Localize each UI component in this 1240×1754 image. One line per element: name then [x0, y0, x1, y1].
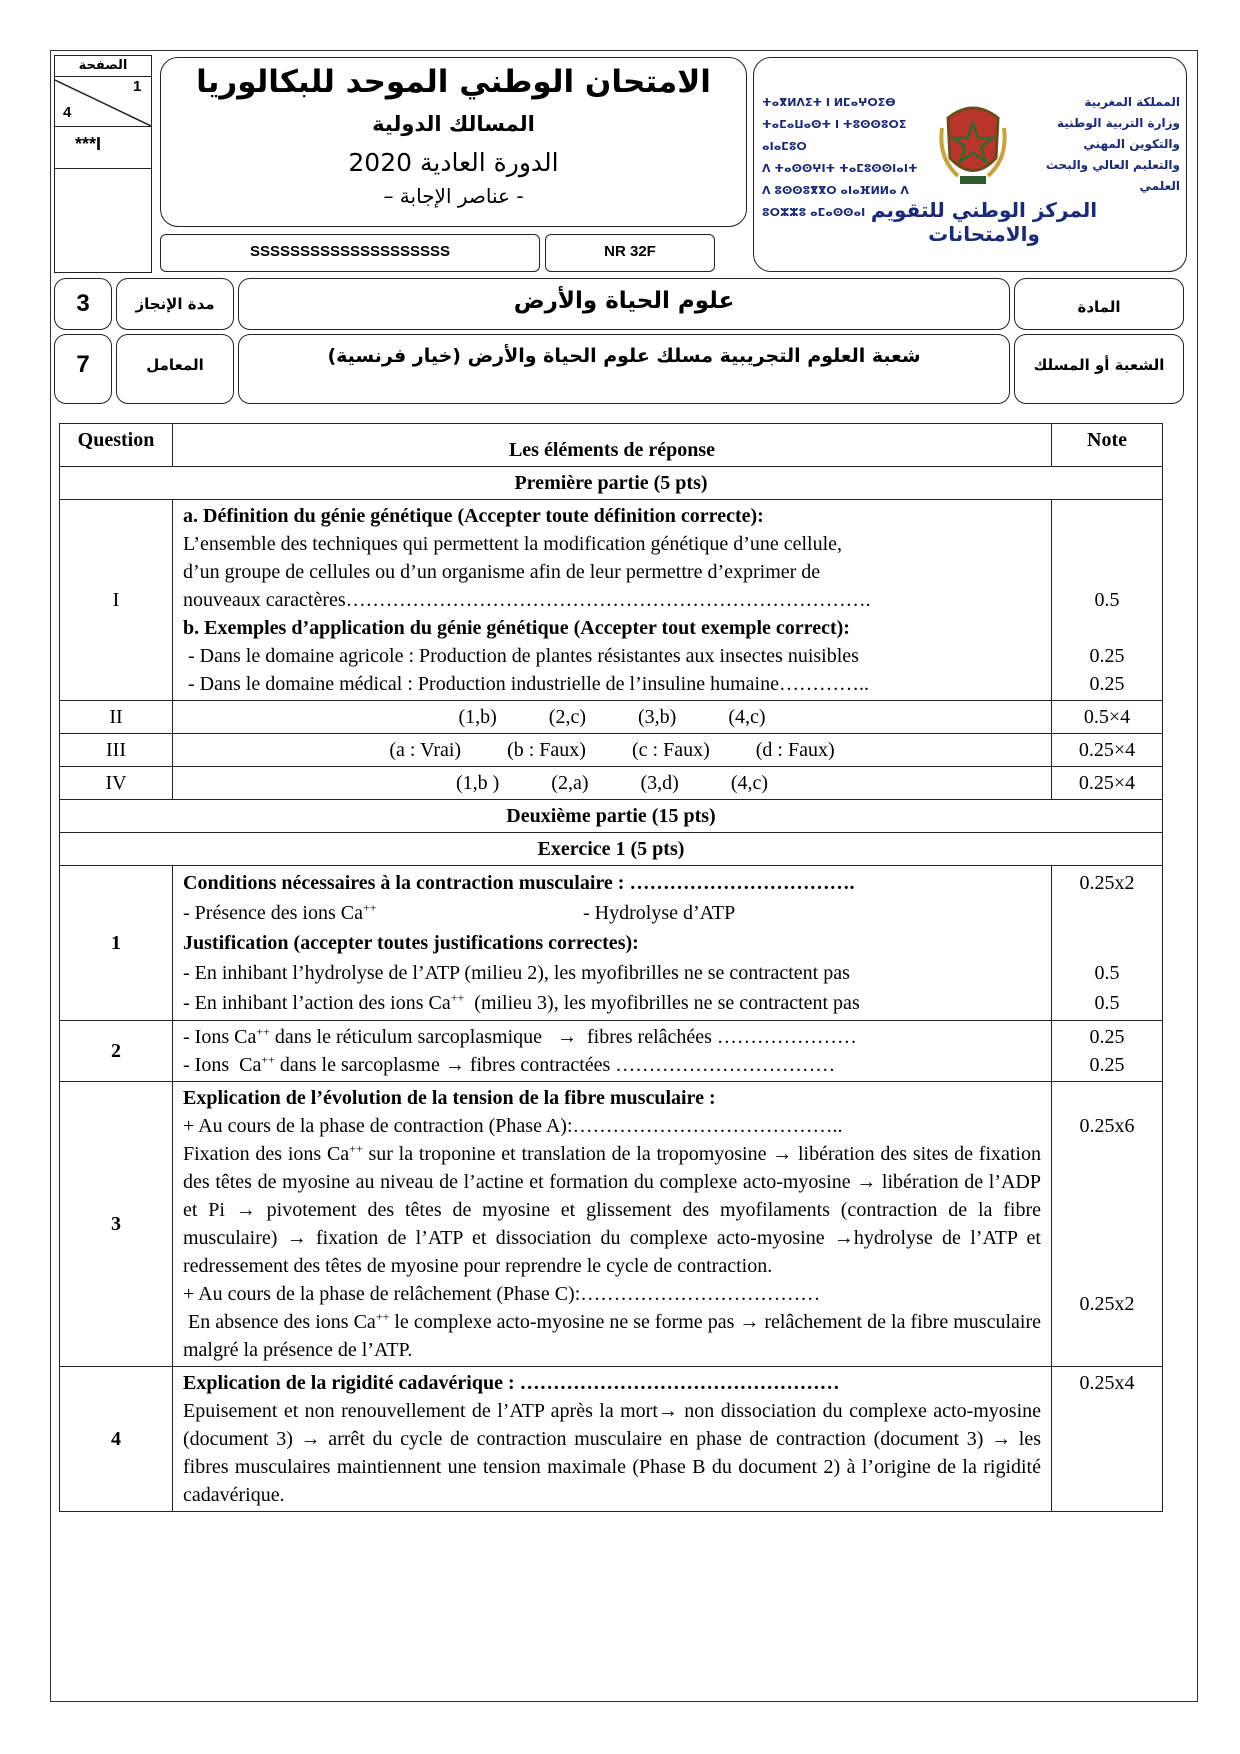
answer-text: Fixation des ions Ca: [183, 1143, 350, 1165]
question-number: 2: [60, 1021, 173, 1082]
ministry-logo-box: [753, 57, 1187, 272]
answer-text: sur la troponine et translation de la tropomyosine → libération des sites de fixation des têtes de myosine au niveau de l’actine et formation du complexe acto-myosine → libération de l’ADP et Pi → pivotement des têtes de myosine et glissement des myofilaments (contraction de la fibre musculaire) → fixation de l’ATP et dissociation du complexe acto-myosine →hydrolyse de l’ATP et redressement des têtes de myosine pour reprendre le cycle de contraction.: [183, 1143, 1041, 1277]
answer-text: le complexe acto-myosine ne se forme pas → relâchement de la fibre musculaire malgré la présence de l’ATP.: [183, 1311, 1041, 1361]
answer-paragraph: Epuisement et non renouvellement de l’ATP après la mort→ non dissociation du complexe acto-myosine (document 3) → arrêt du cycle de contraction musculaire en phase de contraction (document 3) → les fibres musculaires maintiennent une tension maximale (Phase B du document 2) à l’origine de la rigidité cadavérique.: [183, 1400, 1041, 1506]
answer-text: - En inhibant l’action des ions Ca: [183, 992, 451, 1014]
note-value: 0.25: [1089, 1026, 1125, 1048]
answer-line: b. Exemples d’application du génie génétique (Accepter tout exemple correct):: [183, 617, 850, 639]
question-number: IV: [60, 767, 173, 800]
note-cell: [1052, 1082, 1163, 1367]
answer-cell: [173, 1021, 1052, 1082]
answer-table: [59, 423, 1163, 1512]
header-note: Note: [1052, 424, 1163, 467]
track-label: الشعبة أو المسلك: [1014, 334, 1184, 404]
answer-line: - En inhibant l’hydrolyse de l’ATP (milieu 2), les myofibrilles ne se contractent pas: [183, 962, 850, 984]
answer-line: - Dans le domaine médical : Production industrielle de l’insuline humaine…………..: [183, 673, 869, 695]
coef-value: 7: [54, 334, 112, 404]
answer-text: - Ions Ca: [183, 1026, 257, 1048]
superscript: ++: [256, 1024, 270, 1039]
superscript: ++: [362, 900, 377, 915]
answer-line: nouveaux caractères…………………………………………………………………….: [183, 589, 871, 611]
answer-pair: (d : Faux): [755, 739, 835, 761]
superscript: ++: [349, 1141, 363, 1156]
table-row: [60, 1367, 1163, 1512]
table-row: [60, 701, 1163, 734]
exam-session: الدورة العادية 2020: [348, 148, 559, 177]
answer-line: - Dans le domaine agricole : Production de plantes résistantes aux insectes nuisibles: [183, 645, 859, 667]
tifinagh-line: ⵜⴰⴳⵍⴷⵉⵜ ⵏ ⵍⵎⴰⵖⵔⵉⴱ: [762, 96, 896, 109]
tifinagh-line: ⵜⴰⵎⴰⵡⴰⵙⵜ ⵏ ⵜⵓⵙⵙⵓⵔⵉ ⴰⵏⴰⵎⵓⵔ: [762, 118, 907, 153]
answer-text: dans le réticulum sarcoplasmique → fibres relâchées …………………: [269, 1026, 857, 1048]
coat-of-arms-icon: [938, 98, 1008, 188]
note-value: 0.25x6: [1079, 1115, 1135, 1137]
note-value: 0.25x2: [1079, 1293, 1135, 1315]
superscript: ++: [261, 1052, 275, 1067]
answer-text: - Ions Ca: [183, 1054, 262, 1076]
table-row: [60, 767, 1163, 800]
answer-line: + Au cours de la phase de contraction (Phase A):…………………………………..: [183, 1115, 843, 1137]
note-value: 0.25: [1089, 1054, 1125, 1076]
question-number: III: [60, 734, 173, 767]
subject-label: المادة: [1014, 278, 1184, 330]
ministry-name: [1012, 92, 1180, 197]
answer-pair: (2,c): [548, 706, 586, 728]
superscript: ++: [450, 990, 465, 1005]
exam-track: المسالك الدولية: [372, 112, 535, 136]
answer-pair: (3,b): [638, 706, 677, 728]
code-left: SSSSSSSSSSSSSSSSSSSS: [160, 234, 540, 272]
table-row: [60, 1021, 1163, 1082]
part2-title: Deuxième partie (15 pts): [60, 800, 1163, 833]
tifinagh-line: ⴷ ⵓⵙⵙⵓⴳⴳⵔ ⴰⵏⴰⴼⵍⵍⴰ ⴷ ⵓⵔⵣⵣⵓ ⴰⵎⴰⵙⵙⴰⵏ: [762, 184, 909, 219]
track-value: شعبة العلوم التجريبية مسلك علوم الحياة والأرض (خيار فرنسية): [238, 334, 1010, 404]
answer-text: - Hydrolyse d’ATP: [583, 902, 736, 924]
answer-pair: (1,b): [458, 706, 497, 728]
section-row: [60, 467, 1163, 500]
exercise1-title: Exercice 1 (5 pts): [60, 833, 1163, 866]
answer-paragraph: [183, 1140, 1041, 1280]
center-name: المركز الوطني للتقويم والامتحانات: [870, 198, 1098, 246]
subject-value: علوم الحياة والأرض: [238, 278, 1010, 330]
header-elements: Les éléments de réponse: [173, 424, 1052, 467]
answer-cell: [173, 500, 1052, 701]
answer-pair: (b : Faux): [507, 739, 586, 761]
answer-line: Justification (accepter toutes justifications correctes):: [183, 932, 639, 954]
note-value: 0.5: [1094, 962, 1120, 984]
answer-line: a. Définition du génie génétique (Accepter toute définition correcte):: [183, 505, 764, 527]
superscript: ++: [375, 1309, 390, 1324]
answer-text: - Présence des ions Ca: [183, 902, 363, 924]
answer-cell: [173, 1082, 1052, 1367]
tifinagh-line: ⴷ ⵜⴰⵙⵙⵖⵏⵜ ⵜⴰⵎⵓⵙⵙⵏⴰⵏⵜ: [762, 162, 918, 175]
answer-pair: (4,c): [728, 706, 766, 728]
page-num: 1: [133, 78, 142, 95]
question-number: 4: [60, 1367, 173, 1512]
divider: [55, 126, 151, 127]
duration-value: 3: [54, 278, 112, 330]
note-value: 0.25×4: [1052, 767, 1163, 800]
question-number: 1: [60, 866, 173, 1021]
note-value: 0.5: [1094, 992, 1120, 1014]
note-cell: [1052, 500, 1163, 701]
note-value: 0.5: [1094, 589, 1120, 611]
answer-line: d’un groupe de cellules ou d’un organisme afin de leur permettre d’exprimer de: [183, 561, 821, 583]
answer-line: Conditions nécessaires à la contraction musculaire : …………………………….: [183, 872, 855, 894]
answer-paragraph: [183, 1308, 1041, 1364]
note-value: 0.25x4: [1052, 1367, 1163, 1512]
note-value: 0.25: [1089, 673, 1125, 695]
answer-cell: [173, 701, 1052, 734]
answer-text: En absence des ions Ca: [183, 1311, 376, 1333]
answer-text: (milieu 3), les myofibrilles ne se contractent pas: [464, 992, 860, 1014]
page-label: الصفحة: [78, 58, 128, 73]
answer-line: + Au cours de la phase de relâchement (Phase C):………………………………: [183, 1283, 821, 1305]
section-row: [60, 833, 1163, 866]
note-value: 0.5×4: [1052, 701, 1163, 734]
ministry-line: وزارة التربية الوطنية: [1056, 116, 1180, 130]
answer-line: [183, 988, 1041, 1018]
answer-line: [183, 1023, 1041, 1051]
answer-cell: [173, 866, 1052, 1021]
answer-pair: (3,d): [640, 772, 679, 794]
table-header-row: [60, 424, 1163, 467]
answer-pair: (4,c): [730, 772, 769, 794]
note-cell: [1052, 1021, 1163, 1082]
duration-label: مدة الإنجاز: [116, 278, 234, 330]
table-row: [60, 734, 1163, 767]
answer-line: [183, 898, 1041, 928]
exam-title-box: [160, 57, 747, 227]
note-value: 0.25×4: [1052, 734, 1163, 767]
exam-title: الامتحان الوطني الموحد للبكالوريا: [196, 64, 711, 100]
divider: [55, 168, 151, 169]
question-number: II: [60, 701, 173, 734]
answer-line: L’ensemble des techniques qui permettent la modification génétique d’une cellule,: [183, 533, 843, 555]
page-total: 4: [63, 104, 72, 121]
coef-label: المعامل: [116, 334, 234, 404]
answer-key-label: - عناصر الإجابة –: [383, 184, 524, 208]
header-question: Question: [60, 424, 173, 467]
ministry-line: المملكة المغربية: [1084, 95, 1180, 109]
section-row: [60, 800, 1163, 833]
answer-line: Explication de la rigidité cadavérique : …………………………………………: [183, 1372, 840, 1394]
answer-pair: (c : Faux): [631, 739, 710, 761]
code-right: NR 32F: [545, 234, 715, 272]
question-number: I: [60, 500, 173, 701]
answer-pair: (a : Vrai): [389, 739, 462, 761]
note-value: 0.25: [1089, 645, 1125, 667]
answer-line: Explication de l’évolution de la tension de la fibre musculaire :: [183, 1087, 716, 1109]
note-value: 0.25x2: [1079, 872, 1135, 894]
page-code: ***I: [75, 134, 102, 154]
ministry-line: والتكوين المهني: [1083, 137, 1180, 151]
table-row: [60, 866, 1163, 1021]
answer-line: [183, 1051, 1041, 1079]
table-row: [60, 500, 1163, 701]
table-row: [60, 1082, 1163, 1367]
answer-cell: [173, 767, 1052, 800]
answer-cell: [173, 734, 1052, 767]
answer-cell: [173, 1367, 1052, 1512]
question-number: 3: [60, 1082, 173, 1367]
answer-pair: (2,a): [551, 772, 589, 794]
note-cell: [1052, 866, 1163, 1021]
page-number-box: [54, 55, 152, 273]
answer-pair: (1,b ): [455, 772, 500, 794]
ministry-line: والتعليم العالي والبحث العلمي: [1045, 158, 1180, 193]
answer-text: dans le sarcoplasme → fibres contractées ……………………………: [274, 1054, 836, 1076]
part1-title: Première partie (5 pts): [60, 467, 1163, 500]
